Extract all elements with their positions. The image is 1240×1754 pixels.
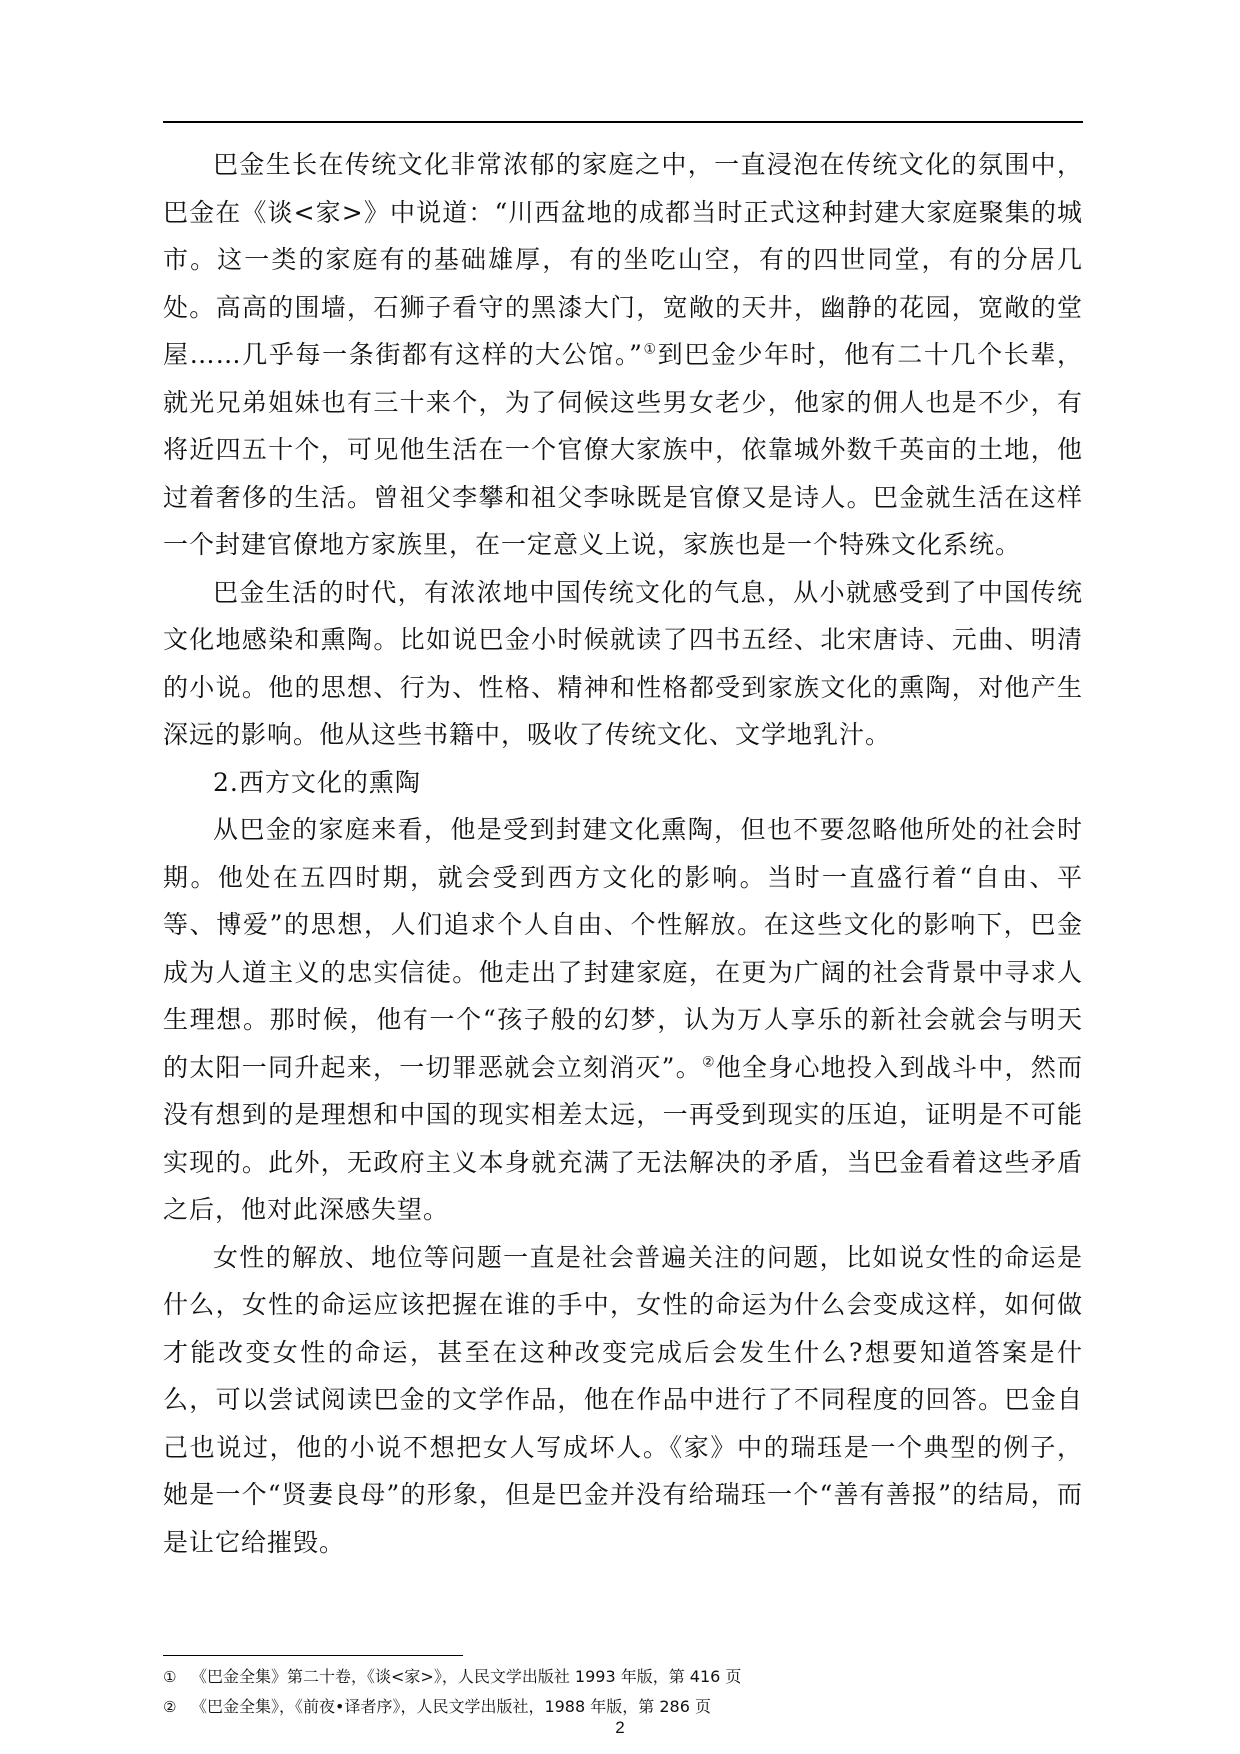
footnote-text: 《巴金全集》，《前夜•译者序》，人民文学出版社，1988 年版，第 286 页 — [191, 1697, 711, 1716]
paragraph-text: 女性的解放、地位等问题一直是社会普遍关注的问题，比如说女性的命运是什么，女性的命运应该把握在谁的手中，女性的命运为什么会变成这样，如何做才能改变女性的命运，甚至在这种改变完成后会发生什么?想要知道答案是什么，可以尝试阅读巴金的文学作品，他在作品中进行了不同程度的回答。巴金自己也说过，他的小说不想把女人写成坏人。《家》中的瑞珏是一个典型的例子，她是一个“贤妻良母”的形象，但是巴金并没有给瑞珏一个“善有善报”的结局，而是让它给摧毁。 — [163, 1242, 1083, 1557]
paragraph-text: 巴金生长在传统文化非常浓郁的家庭之中，一直浸泡在传统文化的氛围中，巴金在《谈<家>》中说道：“川西盆地的成都当时正式这种封建大家庭聚集的城市。这一类的家庭有的基础雄厚，有的坐吃山空，有的四世同堂，有的分居几处。高高的围墙，石狮子看守的黑漆大门，宽敞的天井，幽静的花园，宽敞的堂屋……几乎每一条街都有这样的大公馆。” — [163, 150, 1083, 369]
footnote-reference-2[interactable]: ② — [701, 1054, 716, 1071]
paragraph-western-culture — [163, 806, 1083, 1234]
header-rule — [163, 121, 1083, 123]
body-text — [163, 141, 1083, 1566]
paragraph-traditional-culture — [163, 569, 1083, 759]
paragraph-text: 巴金生活的时代，有浓浓地中国传统文化的气息，从小就感受到了中国传统文化地感染和熏陶。比如说巴金小时候就读了四书五经、北宋唐诗、元曲、明清的小说。他的思想、行为、性格、精神和性格都受到家族文化的熏陶，对他产生深远的影响。他从这些书籍中，吸收了传统文化、文学地乳汁。 — [163, 577, 1083, 749]
footnote-reference-1[interactable]: ① — [642, 341, 658, 358]
paragraph-text: 到巴金少年时，他有二十几个长辈，就光兄弟姐妹也有三十来个，为了伺候这些男女老少，他家的佣人也是不少，有将近四五十个，可见他生活在一个官僚大家族中，依靠城外数千英亩的土地，他过着奢侈的生活。曾祖父李攀和祖父李咏既是官僚又是诗人。巴金就生活在这样一个封建官僚地方家族里，在一定意义上说，家族也是一个特殊文化系统。 — [163, 340, 1083, 559]
footnote-separator — [163, 1655, 463, 1656]
footnotes — [163, 1662, 1083, 1722]
footnote-text: 《巴金全集》第二十卷，《谈<家>》，人民文学出版社 1993 年版，第 416 页 — [191, 1667, 742, 1686]
section-heading — [163, 759, 1083, 807]
footnote-mark: ② — [163, 1698, 177, 1716]
page-number: 2 — [615, 1718, 625, 1737]
paragraph-family-background — [163, 141, 1083, 569]
paragraph-text: 他全身心地投入到战斗中，然而没有想到的是理想和中国的现实相差太远，一再受到现实的压迫，证明是不可能实现的。此外，无政府主义本身就充满了无法解决的矛盾，当巴金看着这些矛盾之后，他对此深感失望。 — [163, 1052, 1083, 1224]
section-heading-text: 2.西方文化的熏陶 — [213, 767, 421, 797]
paragraph-women-liberation — [163, 1234, 1083, 1567]
footnote-1 — [163, 1662, 1083, 1692]
footnote-mark: ① — [163, 1668, 177, 1686]
paragraph-text: 从巴金的家庭来看，他是受到封建文化熏陶，但也不要忽略他所处的社会时期。他处在五四时期，就会受到西方文化的影响。当时一直盛行着“自由、平等、博爱”的思想，人们追求个人自由、个性解放。在这些文化的影响下，巴金成为人道主义的忠实信徒。他走出了封建家庭，在更为广阔的社会背景中寻求人生理想。那时候，他有一个“孩子般的幻梦，认为万人享乐的新社会就会与明天的太阳一同升起来，一切罪恶就会立刻消灭”。 — [163, 815, 1083, 1082]
